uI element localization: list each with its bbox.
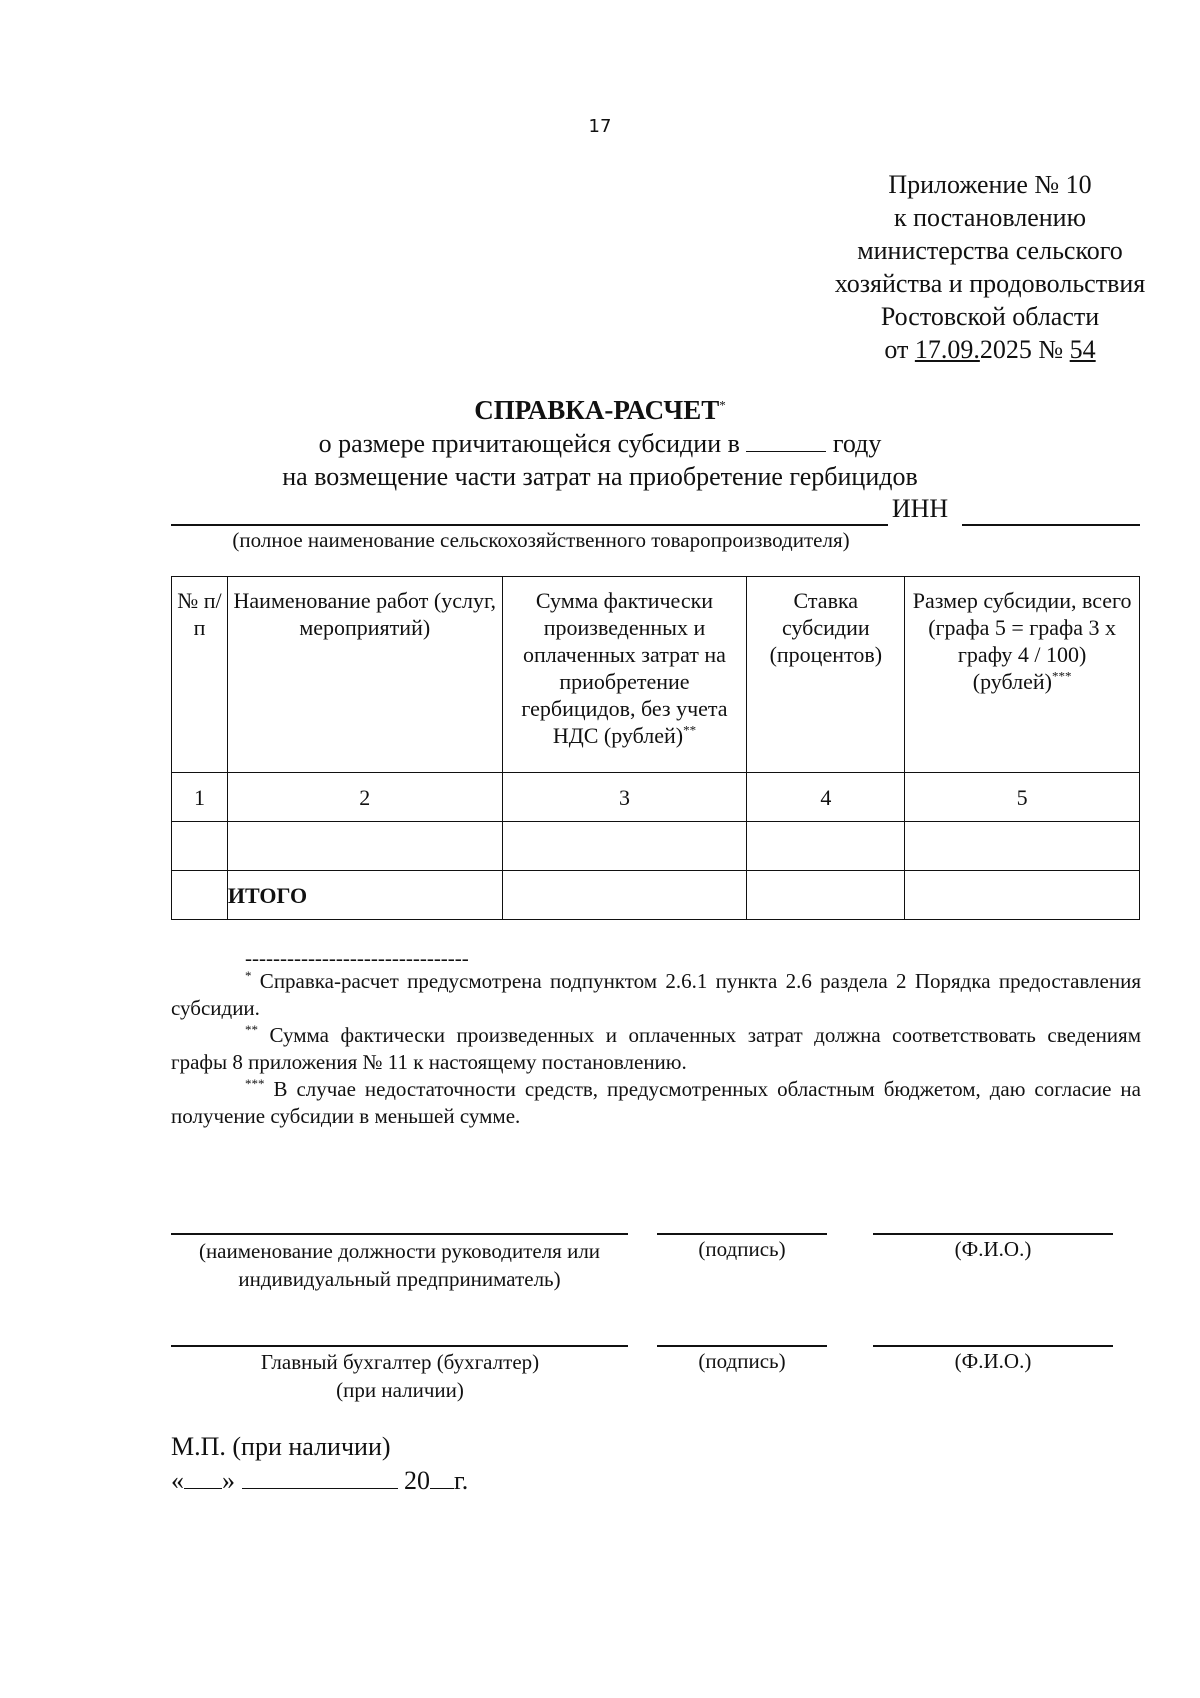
year-suffix: г. [454,1466,469,1495]
title-footnote-mark: * [719,397,726,413]
org-name-caption: (полное наименование сельскохозяйственного товаропроизводителя) [232,528,850,552]
date-quote-close: » [222,1466,235,1495]
total-cell[interactable] [502,871,747,920]
header-text: Сумма фактически произведенных и оплаченных затрат на приобретение гербицидов, без учета НДС (рублей) [521,588,728,748]
heading-line-3: на возмещение части затрат на приобретение гербицидов [282,462,918,491]
column-number: 2 [227,773,502,822]
appendix-block [780,168,1200,366]
accountant-line[interactable] [171,1345,628,1347]
day-blank-field[interactable] [184,1466,222,1489]
footnote-mark: * [245,968,252,983]
month-blank-field[interactable] [242,1466,398,1489]
header-text: Наименование работ (услуг, мероприятий) [233,588,496,640]
header-cell [905,577,1140,773]
total-row [172,871,1140,920]
accountant-caption: Главный бухгалтер (бухгалтер) (при наличии) [260,1350,540,1402]
appendix-line-2: к постановлению [893,203,1087,232]
table-cell[interactable] [905,822,1140,871]
accountant-fio-caption: (Ф.И.О.) [954,1349,1032,1373]
header-text: Ставка субсидии (процентов) [769,588,883,667]
appendix-line-1: Приложение № 10 [888,170,1092,199]
table-header-row [172,577,1140,773]
appendix-year: 2025 [979,335,1032,364]
accountant-signature-caption: (подпись) [698,1349,786,1373]
table-cell[interactable] [502,822,747,871]
table-cell[interactable] [227,822,502,871]
head-position-line[interactable] [171,1233,628,1235]
column-number: 5 [905,773,1140,822]
appendix-number-sign: № [1031,335,1070,364]
org-name-field[interactable] [171,524,888,526]
document-title: СПРАВКА-РАСЧЕТ [474,395,720,425]
header-cell [227,577,502,773]
appendix-date-prefix: от [884,335,915,364]
date-line [171,1464,468,1498]
header-cell [747,577,905,773]
head-fio-caption: (Ф.И.О.) [954,1237,1032,1261]
table-cell[interactable] [172,822,228,871]
total-cell[interactable] [747,871,905,920]
appendix-line-5: Ростовской области [880,302,1100,331]
header-cell [172,577,228,773]
year-blank-field[interactable] [746,429,826,452]
footnote-3 [171,1076,1141,1130]
appendix-line-4: хозяйства и продовольствия [834,269,1146,298]
heading-line-2-end: году [826,429,882,458]
appendix-date: 17.09. [914,335,980,364]
inn-label: ИНН [891,494,949,523]
head-signature-caption: (подпись) [698,1237,786,1261]
column-number: 1 [172,773,228,822]
header-text: Размер субсидии, всего (графа 5 = графа 3 x графу 4 / 100) (рублей) [912,588,1132,694]
heading-line-2-start: о размере причитающейся субсидии в [318,429,747,458]
stamp-label: М.П. (при наличии) [171,1432,391,1461]
total-label: ИТОГО [227,871,502,920]
total-cell[interactable] [905,871,1140,920]
column-number: 4 [747,773,905,822]
appendix-date-line [780,333,1200,366]
column-number-row [172,773,1140,822]
footnote-mark: ** [245,1022,258,1037]
page-number: 17 [588,116,612,137]
column-number: 3 [502,773,747,822]
footnote-separator: -------------------------------- [245,946,469,970]
appendix-line-3: министерства сельского [857,236,1123,265]
header-footnote-mark: ** [683,722,697,738]
document-heading [0,394,1200,493]
appendix-number: 54 [1069,335,1096,364]
table-cell[interactable] [747,822,905,871]
footnote-text: Справка-расчет предусмотрена подпунктом 2.6.1 пункта 2.6 раздела 2 Порядка предоставления субсидии. [171,969,1141,1020]
header-text: № п/п [177,588,222,640]
year-suffix-blank-field[interactable] [430,1466,454,1489]
footnote-text: В случае недостаточности средств, предусмотренных областным бюджетом, даю согласие на получение субсидии в меньшей сумме. [171,1077,1141,1128]
footnote-text: Сумма фактически произведенных и оплаченных затрат должна соответствовать сведениям графы 8 приложения № 11 к настоящему постановлению. [171,1023,1141,1074]
year-prefix: 20 [404,1466,430,1495]
footnote-2 [171,1022,1141,1076]
inn-field[interactable] [962,524,1140,526]
head-position-caption: (наименование должности руководителя или индивидуальный предприниматель) [198,1239,601,1291]
footnotes [171,948,1141,1130]
heading-year-line [0,427,1200,460]
table-cell [172,871,228,920]
footnote-1 [171,968,1141,1022]
table-row [172,822,1140,871]
date-quote-open: « [171,1466,184,1495]
header-cell [502,577,747,773]
footnote-mark: *** [245,1076,265,1091]
header-footnote-mark: *** [1052,668,1072,684]
calculation-table [171,576,1140,920]
